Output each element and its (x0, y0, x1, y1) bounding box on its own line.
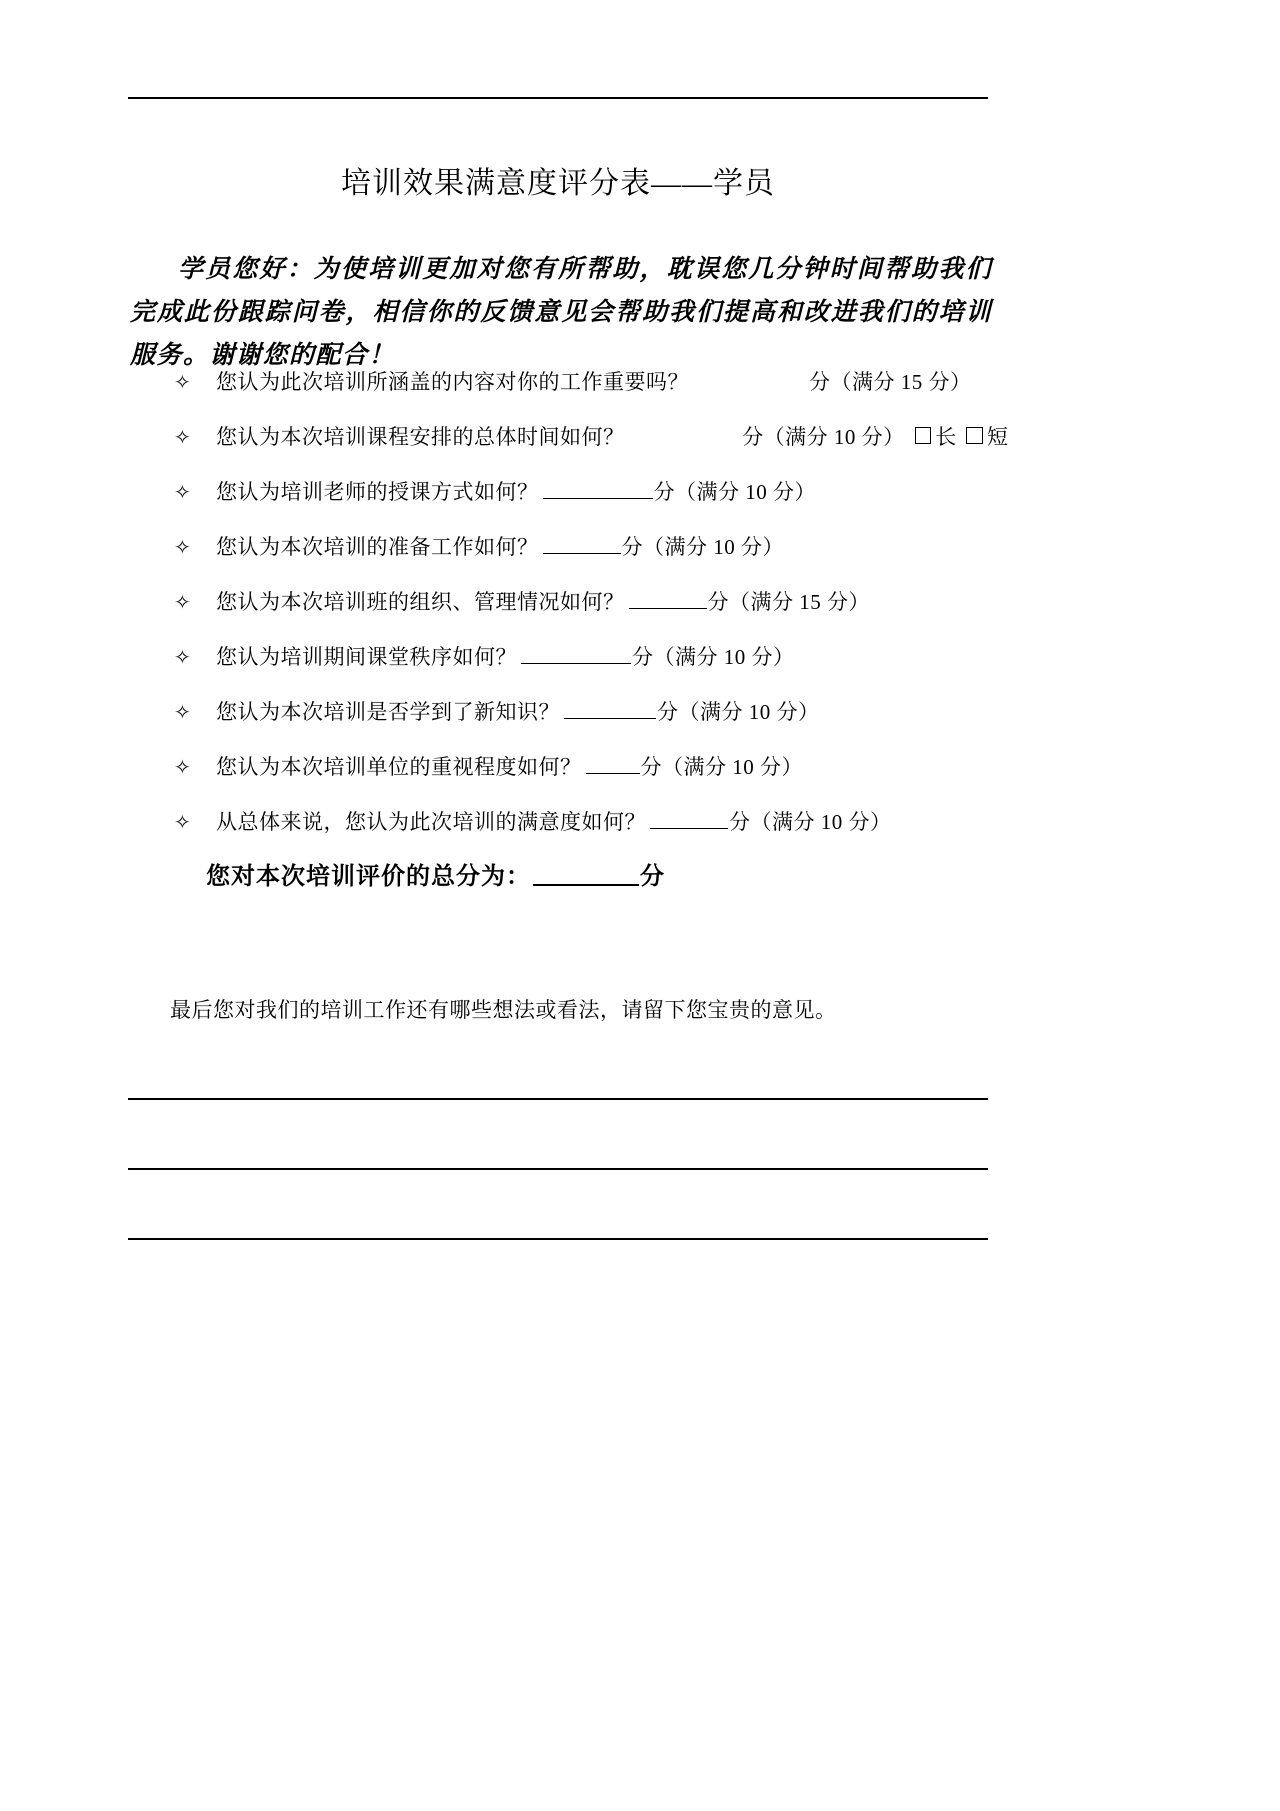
answer-line-3[interactable] (128, 1238, 988, 1240)
question-item (128, 410, 1008, 465)
question-text: 您认为本次培训的准备工作如何？ (216, 535, 539, 559)
total-score-label: 您对本次培训评价的总分为： (206, 864, 531, 890)
question-text: 您认为本次培训班的组织、管理情况如何？ (216, 590, 625, 614)
question-text: 您认为本次培训单位的重视程度如何？ (216, 755, 582, 779)
intro-paragraph: 学员您好：为使培训更加对您有所帮助，耽误您几分钟时间帮助我们完成此份跟踪问卷，相信你的反馈意见会帮助我们提高和改进我们的培训服务。谢谢您的配合！ (130, 254, 992, 369)
max-score-label: 分（满分 10 分） (632, 645, 795, 669)
question-text: 从总体来说，您认为此次培训的满意度如何？ (216, 810, 646, 834)
max-score-label: 分（满分 15 分） (707, 590, 870, 614)
max-score-label: 分（满分 10 分） (729, 810, 892, 834)
checkbox[interactable] (966, 427, 983, 444)
question-item (128, 685, 1008, 740)
max-score-label: 分（满分 10 分） (653, 480, 816, 504)
question-item (128, 520, 1008, 575)
question-item (128, 740, 1008, 795)
diamond-bullet-icon: ✧ (174, 647, 191, 669)
answer-line-1[interactable] (128, 1098, 988, 1100)
max-score-label: 分（满分 10 分） (742, 425, 905, 449)
score-blank[interactable] (650, 806, 728, 829)
score-blank[interactable] (629, 586, 707, 609)
max-score-label: 分（满分 10 分） (621, 535, 784, 559)
score-blank[interactable] (521, 641, 631, 664)
checkbox-label: 长 (935, 425, 957, 449)
total-score-line (128, 855, 1008, 899)
question-text: 您认为培训老师的授课方式如何？ (216, 480, 539, 504)
diamond-bullet-icon: ✧ (174, 482, 191, 504)
score-blank[interactable] (543, 476, 653, 499)
score-blank[interactable] (586, 751, 640, 774)
max-score-label: 分（满分 15 分） (809, 370, 972, 394)
feedback-prompt: 最后您对我们的培训工作还有哪些想法或看法，请留下您宝贵的意见。 (170, 998, 837, 1022)
diamond-bullet-icon: ✧ (174, 812, 191, 834)
checkbox[interactable] (915, 427, 932, 444)
diamond-bullet-icon: ✧ (174, 372, 191, 394)
total-score-blank[interactable] (533, 860, 639, 886)
question-item (128, 575, 1008, 630)
question-item (128, 630, 1008, 685)
diamond-bullet-icon: ✧ (174, 537, 191, 559)
score-blank[interactable] (543, 531, 621, 554)
question-text: 您认为此次培训所涵盖的内容对你的工作重要吗？ (216, 370, 689, 394)
max-score-label: 分（满分 10 分） (657, 700, 820, 724)
question-item (128, 355, 1008, 410)
question-text: 您认为本次培训课程安排的总体时间如何？ (216, 425, 625, 449)
page-title: 培训效果满意度评分表——学员 (341, 167, 775, 201)
diamond-bullet-icon: ✧ (174, 592, 191, 614)
answer-line-2[interactable] (128, 1168, 988, 1170)
total-score-unit: 分 (640, 864, 665, 890)
diamond-bullet-icon: ✧ (174, 757, 191, 779)
diamond-bullet-icon: ✧ (174, 427, 191, 449)
header-rule (128, 97, 988, 99)
question-list (128, 355, 1008, 850)
score-blank[interactable] (564, 696, 656, 719)
checkbox-label: 短 (987, 425, 1008, 449)
question-item (128, 465, 1008, 520)
question-text: 您认为培训期间课堂秩序如何？ (216, 645, 517, 669)
question-text: 您认为本次培训是否学到了新知识？ (216, 700, 560, 724)
diamond-bullet-icon: ✧ (174, 702, 191, 724)
max-score-label: 分（满分 10 分） (640, 755, 803, 779)
question-item (128, 795, 1008, 850)
